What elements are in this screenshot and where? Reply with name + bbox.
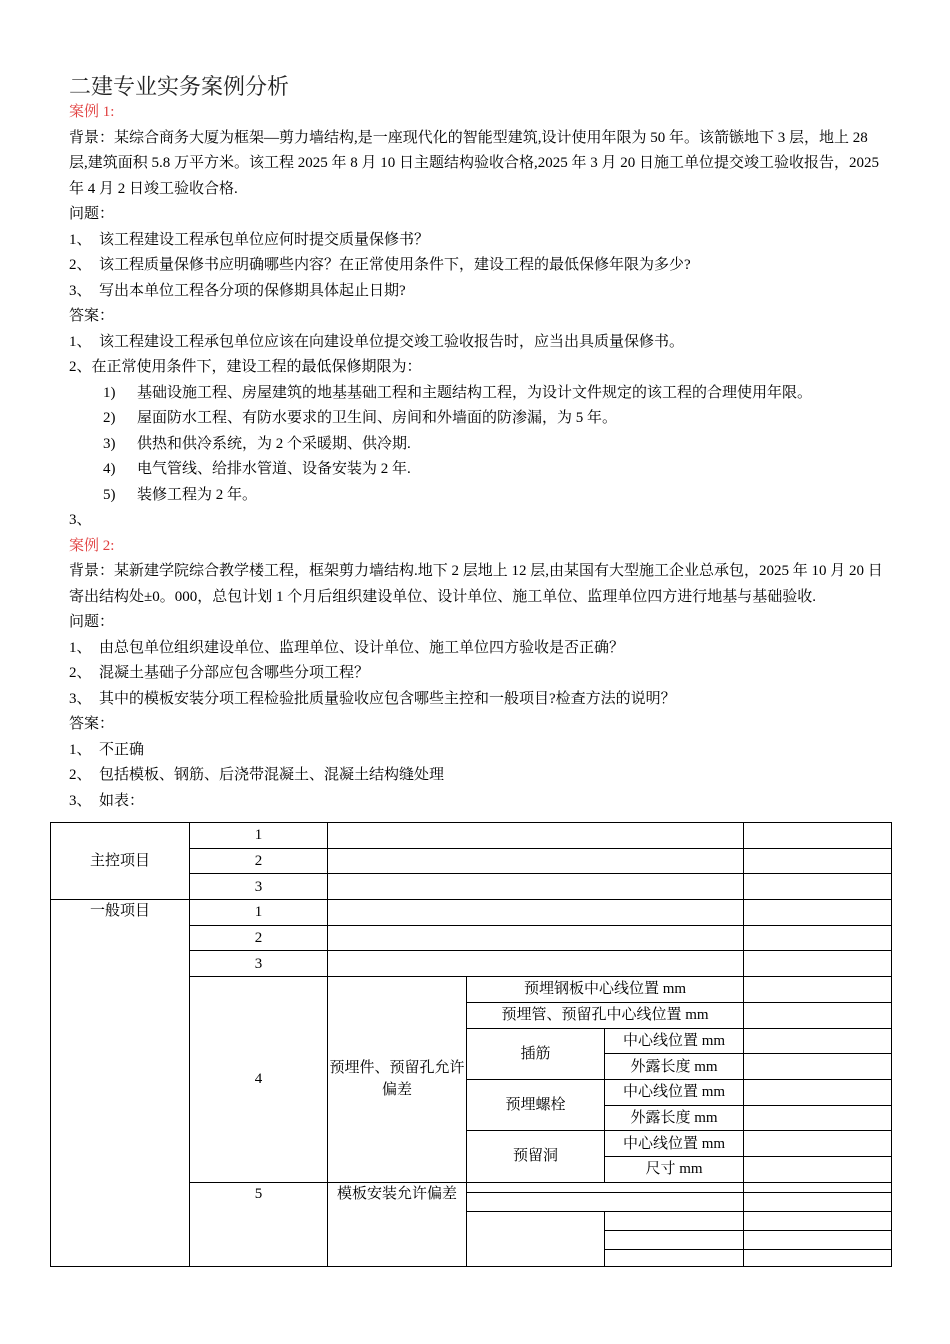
inspection-table <box>50 822 892 1267</box>
row-number: 1 <box>190 900 328 926</box>
case1-questions-label: 问题： <box>69 206 115 222</box>
exposed-length-label: 外露长度 mm <box>605 1054 744 1080</box>
table-cell <box>744 977 892 1003</box>
table-cell <box>744 1105 892 1131</box>
embedded-tolerance-label: 预埋件、预留孔允许偏差 <box>328 977 467 1183</box>
document-title: 二建专业实务案例分析 <box>69 74 290 99</box>
case2-answer-3: 3、 如表： <box>69 792 145 809</box>
formwork-tolerance-label: 模板安装允许偏差 <box>328 1182 467 1266</box>
table-cell <box>744 1211 892 1230</box>
case2-question-1: 1、 由总包单位组织建设单位、监理单位、设计单位、施工单位四方验收是否正确？ <box>69 639 625 656</box>
case1-subitem-2: 2) 屋面防水工程、有防水要求的卫生间、房间和外墙面的防渗漏，为 5 年。 <box>103 410 618 426</box>
case1-subitem-5: 5) 装修工程为 2 年。 <box>103 486 258 503</box>
table-cell <box>605 1230 744 1249</box>
table-cell <box>744 951 892 977</box>
table-cell <box>467 1211 605 1266</box>
case1-answer-2: 2、在正常使用条件下，建设工程的最低保修期限为： <box>69 359 422 375</box>
row-number: 5 <box>190 1182 328 1266</box>
case2-answers-label: 答案： <box>69 716 115 732</box>
case2-answer-1: 1、 不正确 <box>69 741 145 758</box>
row-number: 1 <box>190 823 328 849</box>
case1-question-1: 1、 该工程建设工程承包单位应何时提交质量保修书？ <box>69 231 430 248</box>
row-number: 3 <box>190 874 328 900</box>
table-cell <box>605 1211 744 1230</box>
table-cell <box>328 900 744 926</box>
document-body <box>69 100 887 814</box>
case1-answer-3: 3、 <box>69 512 92 528</box>
main-control-label: 主控项目 <box>51 823 190 900</box>
table-cell <box>744 823 892 849</box>
row-number: 3 <box>190 951 328 977</box>
row-number: 4 <box>190 977 328 1183</box>
steel-plate-label: 预埋钢板中心线位置 mm <box>467 977 744 1003</box>
case1-answer-1: 1、 该工程建设工程承包单位应该在向建设单位提交竣工验收报告时，应当出具质量保修书。 <box>69 333 685 350</box>
table-cell <box>744 1249 892 1266</box>
row-number: 2 <box>190 925 328 951</box>
row-number: 2 <box>190 848 328 874</box>
case1-background: 背景：某综合商务大厦为框架—剪力墙结构,是一座现代化的智能型建筑,设计使用年限为 50 年。该箭镞地下 3 层，地上 28 层,建筑面积 5.8 万平方米。该工程 2025 年 8 月 10 日主题结构验收合格,2025 年 3 月 20 日施工单位提交竣工验收报告，2025 年 4 月 2 日竣工验收合格. <box>69 129 880 197</box>
center-position-label: 中心线位置 mm <box>605 1131 744 1157</box>
pipe-hole-label: 预埋管、预留孔中心线位置 mm <box>467 1002 744 1028</box>
rebar-label: 插筋 <box>467 1028 605 1079</box>
table-cell <box>744 1230 892 1249</box>
table-cell <box>744 1028 892 1054</box>
table-cell <box>328 823 744 849</box>
case1-answers-label: 答案： <box>69 308 115 324</box>
table-cell <box>467 1182 744 1192</box>
table-row <box>51 823 892 849</box>
case1-subitem-4: 4) 电气管线、给排水管道、设备安装为 2 年. <box>103 461 411 477</box>
case1-question-3: 3、 写出本单位工程各分项的保修期具体起止日期? <box>69 282 406 299</box>
case1-heading: 案例 1: <box>69 104 115 120</box>
center-position-label: 中心线位置 mm <box>605 1028 744 1054</box>
table-cell <box>744 900 892 926</box>
table-cell <box>744 1182 892 1192</box>
table-cell <box>744 1079 892 1105</box>
table-cell <box>744 874 892 900</box>
case2-question-2: 2、 混凝土基础子分部应包含哪些分项工程？ <box>69 665 370 681</box>
table-cell <box>744 1054 892 1080</box>
bolt-label: 预埋螺栓 <box>467 1079 605 1130</box>
general-label: 一般项目 <box>51 900 190 1267</box>
case1-subitem-1: 1) 基础设施工程、房屋建筑的地基基础工程和主题结构工程，为设计文件规定的该工程的合理使用年限。 <box>103 384 813 401</box>
table-cell <box>744 1131 892 1157</box>
case1-question-2: 2、 该工程质量保修书应明确哪些内容？在正常使用条件下，建设工程的最低保修年限为多少? <box>69 257 691 273</box>
center-position-label: 中心线位置 mm <box>605 1079 744 1105</box>
table-cell <box>328 848 744 874</box>
case2-question-3: 3、 其中的模板安装分项工程检验批质量验收应包含哪些主控和一般项目?检查方法的说明？ <box>69 690 676 707</box>
table-cell <box>744 1192 892 1211</box>
table-cell <box>467 1192 744 1211</box>
table-cell <box>744 1156 892 1182</box>
size-label: 尺寸 mm <box>605 1156 744 1182</box>
table-cell <box>744 848 892 874</box>
exposed-length-label: 外露长度 mm <box>605 1105 744 1131</box>
case2-heading: 案例 2: <box>69 537 115 554</box>
table-row <box>51 900 892 926</box>
table-cell <box>744 1002 892 1028</box>
case1-subitem-3: 3) 供热和供冷系统，为 2 个采暖期、供冷期. <box>103 435 411 452</box>
hole-label: 预留洞 <box>467 1131 605 1182</box>
case2-questions-label: 问题： <box>69 614 115 630</box>
table-cell <box>744 925 892 951</box>
table-cell <box>328 874 744 900</box>
table-cell <box>605 1249 744 1266</box>
case2-answer-2: 2、 包括模板、钢筋、后浇带混凝土、混凝土结构缝处理 <box>69 767 445 783</box>
table-cell <box>328 951 744 977</box>
case2-background: 背景：某新建学院综合教学楼工程，框架剪力墙结构.地下 2 层地上 12 层,由某国有大型施工企业总承包，2025 年 10 月 20 日寄出结构处±0。000，总包计划 1 个月后组织建设单位、设计单位、施工单位、监理单位四方进行地基与基础验收. <box>69 563 883 605</box>
table-cell <box>328 925 744 951</box>
